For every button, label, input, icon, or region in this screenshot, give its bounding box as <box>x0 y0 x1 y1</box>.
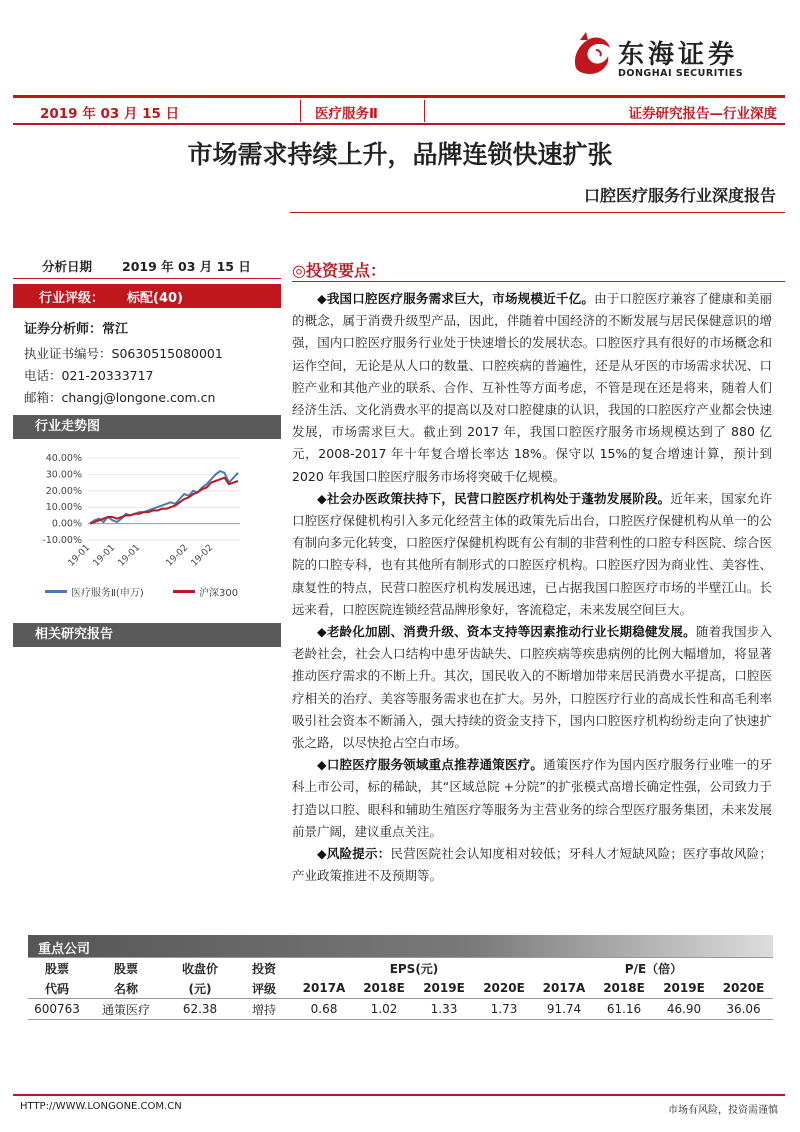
email[interactable]: changj@longone.com.cn <box>61 390 216 405</box>
row-rating: 增持 <box>251 1002 276 1017</box>
x-tick-label: 19-02 <box>189 543 216 569</box>
key-point-paragraph <box>292 621 772 754</box>
footer-rule <box>13 1094 785 1096</box>
x-tick-label: 19-01 <box>66 543 93 569</box>
y-tick-label: 20.00% <box>45 485 82 497</box>
title-underline <box>290 212 785 213</box>
th-year: 2019E <box>663 981 705 995</box>
chart-legend <box>45 583 265 599</box>
y-tick-label: 10.00% <box>45 502 82 514</box>
key-point-heading: ◆老龄化加剧、消费升级、资本支持等因素推动行业长期稳健发展。 <box>317 624 696 640</box>
key-point-paragraph <box>292 843 772 887</box>
key-point-text: 通策医疗作为国内医疗服务行业唯一的牙科上市公司，标的稀缺，其“区域总院 +分院”的扩张模式高增长确定性强，公司致力于打造以口腔、眼科和辅助生殖医疗等服务为主营业务的综合型医疗服务集团，未来发展前景广阔，建议重点关注。 <box>292 757 772 839</box>
key-points-title: ◎投资要点： <box>292 261 386 280</box>
page-title: 市场需求持续上升，品牌连锁快速扩张 <box>187 140 613 169</box>
legend-label-healthcare: 医疗服务Ⅱ(申万) <box>71 588 144 599</box>
related-title-bar <box>13 623 281 647</box>
cert-no: S0630515080001 <box>111 346 223 361</box>
key-point-paragraph <box>292 488 772 621</box>
th-year: 2019E <box>423 981 465 995</box>
dragon-logo-icon <box>566 28 616 82</box>
header-divider-1 <box>300 100 301 122</box>
analyst-label: 证券分析师： <box>24 322 103 337</box>
key-point-paragraph <box>292 754 772 843</box>
key-point-text: 由于口腔医疗兼容了健康和美丽的概念，属于消费升级型产品，因此，伴随着中国经济的不断发展与居民保健意识的增强，国内口腔医疗服务行业处于快速增长的发展状态。口腔医疗具有很好的市场概念和运作空间，无论是从人口的数量、口腔疾病的普遍性，还是从牙医的市场需求状况、口腔产业和其他产业的联系、合作、互补性等方面考虑，不管是现在还是将来，随着人们经济生活、文化消费水平的提高以及对口腔健康的认识，我国的口腔医疗产业都会快速发展，市场需求巨大。截止到 2017 年，我国口腔医疗服务市场规模达到了 880 亿元，2008-2017 年十年复合增长率达 18%。保守以 15%的复合增速计算，预计到 2020 年我国口腔医疗服务市场将突破千亿规模。 <box>292 291 772 484</box>
legend-line-healthcare <box>45 590 67 593</box>
th-price-2: (元) <box>188 981 212 996</box>
rating-label: 行业评级： <box>39 291 105 306</box>
th-year: 2017A <box>302 981 346 995</box>
row-value: 1.33 <box>430 1002 458 1016</box>
analysis-date-label: 分析日期 <box>42 259 93 274</box>
trend-title-bar <box>13 415 281 439</box>
key-points-rule <box>292 281 785 282</box>
cert-line <box>24 344 223 362</box>
th-eps: EPS(元) <box>389 961 439 976</box>
company-logo <box>566 28 776 82</box>
th-year: 2020E <box>483 981 525 995</box>
logo-cn: 东海证券 <box>618 40 739 70</box>
table-top-rule <box>28 957 773 958</box>
analyst-name: 常江 <box>102 322 129 337</box>
cert-label: 执业证书编号： <box>24 346 112 361</box>
th-year: 2017A <box>542 981 586 995</box>
key-point-heading: ◆口腔医疗服务领域重点推荐通策医疗。 <box>317 757 544 773</box>
x-tick-label: 19-01 <box>116 543 143 569</box>
th-name-2: 名称 <box>113 981 138 996</box>
th-year: 2020E <box>722 981 765 995</box>
th-code-2: 代码 <box>44 981 69 996</box>
key-point-heading: ◆风险提示： <box>317 846 391 862</box>
th-code-1: 股票 <box>44 961 69 976</box>
legend-label-hs300: 沪深300 <box>199 588 239 599</box>
header-red-rule <box>13 95 785 98</box>
phone-label: 电话： <box>24 368 62 383</box>
rating-value: 标配(40) <box>127 291 183 306</box>
table-header-row-1 <box>28 958 773 978</box>
sidebar-top-rule <box>13 278 281 279</box>
logo-en: DONGHAI SECURITIES <box>618 68 744 79</box>
y-tick-label: -10.00% <box>42 535 82 546</box>
page-subtitle: 口腔医疗服务行业深度报告 <box>583 186 776 205</box>
header-divider-2 <box>424 100 425 122</box>
footer-url[interactable]: HTTP://WWW.LONGONE.COM.CN <box>20 1101 182 1112</box>
key-point-paragraph <box>292 288 772 488</box>
phone: 021-20333717 <box>61 368 154 383</box>
row-name: 通策医疗 <box>101 1002 150 1017</box>
x-tick-label: 19-01 <box>91 543 118 569</box>
email-label: 邮箱： <box>24 390 62 405</box>
th-pe: P/E（倍） <box>624 961 683 976</box>
key-companies-title: 重点公司 <box>38 942 91 957</box>
row-value: 1.02 <box>370 1002 398 1016</box>
x-tick-label: 19-02 <box>164 543 191 569</box>
analyst-line <box>24 318 128 337</box>
th-rating-2: 评级 <box>251 981 276 996</box>
table-header-row-2 <box>28 978 773 999</box>
trend-chart <box>30 448 270 598</box>
key-point-text: 随着我国步入老龄社会，社会人口结构中患牙齿缺失、口腔疾病等疾患病例的比例大幅增加，将显著推动医疗需求的不断上升。其次，国民收入的不断增加带来居民消费水平提高，口腔医疗相关的治疗、美容等服务需求也在扩大。另外，口腔医疗行业的高成长性和高毛利率吸引社会资本不断涌入，强大持续的资金支持下，国内口腔医疗机构纷纷走向了快速扩张之路，以尽快抢占空白市场。 <box>292 624 772 751</box>
th-name-1: 股票 <box>113 961 138 976</box>
row-value: 36.06 <box>726 1002 761 1016</box>
row-value: 0.68 <box>310 1002 338 1016</box>
header-sector: 医疗服务Ⅱ <box>315 106 378 122</box>
series-line-healthcare <box>90 471 238 523</box>
key-points-body <box>292 288 772 887</box>
y-tick-label: 0.00% <box>51 518 82 530</box>
row-value: 61.16 <box>606 1002 642 1016</box>
row-price: 62.38 <box>182 1002 218 1016</box>
th-rating-1: 投资 <box>251 961 276 976</box>
row-value: 91.74 <box>546 1002 582 1016</box>
row-code: 600763 <box>34 1002 80 1016</box>
key-point-text: 民营医院社会认知度相对较低；牙科人才短缺风险；医疗事故风险；产业政策推进不及预期等。 <box>292 846 772 884</box>
key-companies-table <box>28 958 773 1020</box>
key-companies-header <box>28 935 773 957</box>
rating-bar <box>13 284 281 308</box>
series-line-hs300 <box>90 478 238 524</box>
trend-title: 行业走势图 <box>35 419 101 434</box>
th-year: 2018E <box>603 981 645 995</box>
key-point-text: 近年来，国家允许口腔医疗保健机构引入多元化经营主体的政策先后出台，口腔医疗保健机构从单一的公有制向多元化转变，口腔医疗保健机构既有公有制的非营利性的口腔专科医院、综合医院的口腔专科，也有其他所有制形式的口腔医疗机构。口腔医疗因为商业性、美容性、康复性的特点，民营口腔医疗机构发展迅速，已占据我国口腔医疗市场的半壁江山。长远来看，口腔医院连锁经营品牌形象好，客流稳定，未来发展空间巨大。 <box>292 490 772 617</box>
th-price-1: 收盘价 <box>181 961 218 976</box>
email-line <box>24 388 215 406</box>
row-value: 46.90 <box>666 1002 702 1016</box>
header-red-rule-2 <box>13 123 785 125</box>
related-title: 相关研究报告 <box>35 627 114 642</box>
header-report-type: 证券研究报告—行业深度 <box>628 106 777 122</box>
analysis-date: 2019 年 03 月 15 日 <box>122 259 251 274</box>
th-year: 2018E <box>363 981 405 995</box>
header-date: 2019 年 03 月 15 日 <box>40 106 180 122</box>
row-value: 1.73 <box>490 1002 518 1016</box>
key-point-heading: ◆社会办医政策扶持下，民营口腔医疗机构处于蓬勃发展阶段。 <box>317 490 671 506</box>
legend-line-hs300 <box>173 590 195 593</box>
table-row <box>28 999 773 1020</box>
footer-disclaimer: 市场有风险，投资需谨慎 <box>668 1105 778 1116</box>
y-tick-label: 40.00% <box>45 453 82 464</box>
phone-line <box>24 366 154 384</box>
key-point-heading: ◆我国口腔医疗服务需求巨大，市场规模近千亿。 <box>317 291 595 306</box>
y-tick-label: 30.00% <box>45 469 82 481</box>
